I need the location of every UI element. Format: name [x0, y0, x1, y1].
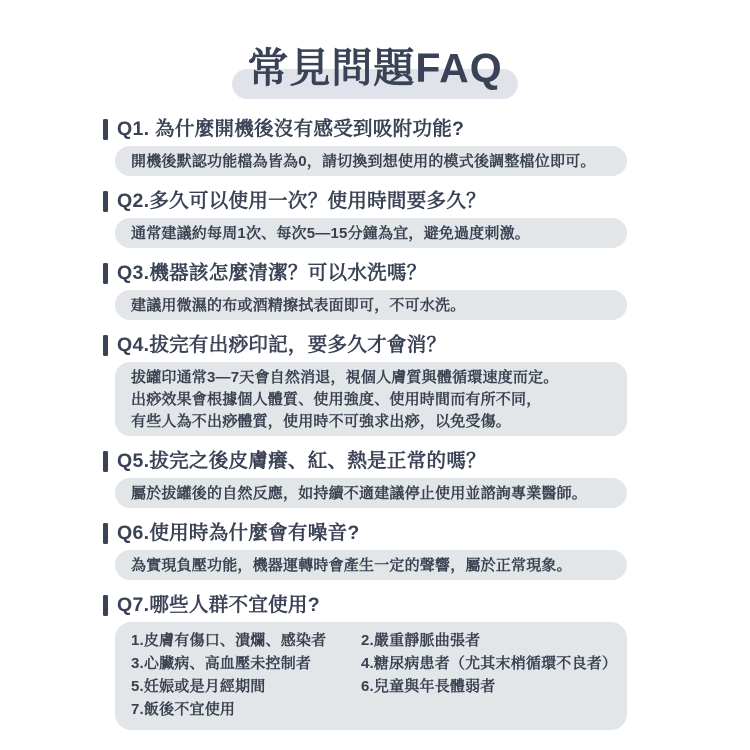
question-accent-bar — [103, 335, 108, 356]
faq-question — [103, 450, 750, 472]
faq-answer-box — [115, 146, 627, 176]
faq-list-item: 6.兒童與年長體弱者 — [361, 678, 496, 695]
faq-question-text: Q2.多久可以使用一次？使用時間要多久？ — [117, 190, 486, 212]
faq-item — [103, 118, 750, 176]
faq-list-item: 5.妊娠或是月經期間 — [131, 678, 266, 695]
faq-question-text: Q7.哪些人群不宜使用? — [117, 594, 320, 616]
faq-question — [103, 594, 750, 616]
faq-answer-line: 為實現負壓功能，機器運轉時會產生一定的聲響，屬於正常現象。 — [131, 556, 572, 574]
question-accent-bar — [103, 595, 108, 616]
faq-answer-line: 出痧效果會根據個人體質、使用強度、使用時間而有所不同， — [131, 390, 542, 408]
faq-question — [103, 522, 750, 544]
faq-list-item: 1.皮膚有傷口、潰爛、感染者 — [131, 632, 327, 649]
question-accent-bar — [103, 523, 108, 544]
question-accent-bar — [103, 263, 108, 284]
faq-item — [103, 522, 750, 580]
faq-list-item: 4.糖尿病患者（尤其末梢循環不良者） — [361, 655, 618, 672]
faq-item — [103, 594, 750, 730]
faq-question — [103, 334, 750, 356]
faq-answer-box — [115, 622, 627, 730]
faq-answer-box — [115, 550, 627, 580]
faq-question — [103, 118, 750, 140]
question-accent-bar — [103, 119, 108, 140]
faq-item — [103, 262, 750, 320]
faq-question — [103, 262, 750, 284]
faq-question-text: Q3.機器該怎麼清潔？可以水洗嗎？ — [117, 262, 427, 284]
faq-answer-line: 拔罐印通常3—7天會自然消退，視個人膚質與體循環速度而定。 — [131, 368, 559, 386]
faq-answer-box — [115, 478, 627, 508]
faq-answer-line: 有些人為不出痧體質，使用時不可強求出痧，以免受傷。 — [131, 412, 512, 430]
faq-answer-box — [115, 290, 627, 320]
page-title-wrap — [0, 42, 750, 102]
faq-item — [103, 450, 750, 508]
faq-list-item: 7.飯後不宜使用 — [131, 701, 236, 718]
question-accent-bar — [103, 191, 108, 212]
faq-item — [103, 190, 750, 248]
faq-item — [103, 334, 750, 436]
faq-answer-line: 開機後默認功能檔為皆為0，請切換到想使用的模式後調整檔位即可。 — [131, 152, 596, 170]
faq-answer-line: 建議用微濕的布或酒精擦拭表面即可，不可水洗。 — [131, 296, 466, 314]
faq-question-text: Q1. 為什麼開機後沒有感受到吸附功能? — [117, 118, 465, 140]
faq-question-text: Q5.拔完之後皮膚癢、紅、熱是正常的嗎？ — [117, 450, 486, 472]
faq-answer-line: 通常建議約每周1次、每次5—15分鐘為宜，避免過度刺激。 — [131, 224, 530, 242]
page-title: 常見問題FAQ — [247, 45, 503, 91]
question-accent-bar — [103, 451, 108, 472]
faq-question-text: Q6.使用時為什麼會有噪音? — [117, 522, 360, 544]
faq-answer-box — [115, 362, 627, 436]
faq-question-text: Q4.拔完有出痧印記，要多久才會消？ — [117, 334, 447, 356]
faq-list-item: 2.嚴重靜脈曲張者 — [361, 632, 481, 649]
faq-question — [103, 190, 750, 212]
faq-list-item: 3.心臟病、高血壓未控制者 — [131, 655, 312, 672]
faq-answer-box — [115, 218, 627, 248]
faq-answer-line: 屬於拔罐後的自然反應，如持續不適建議停止使用並諮詢專業醫師。 — [131, 484, 588, 502]
faq-list — [0, 102, 750, 730]
